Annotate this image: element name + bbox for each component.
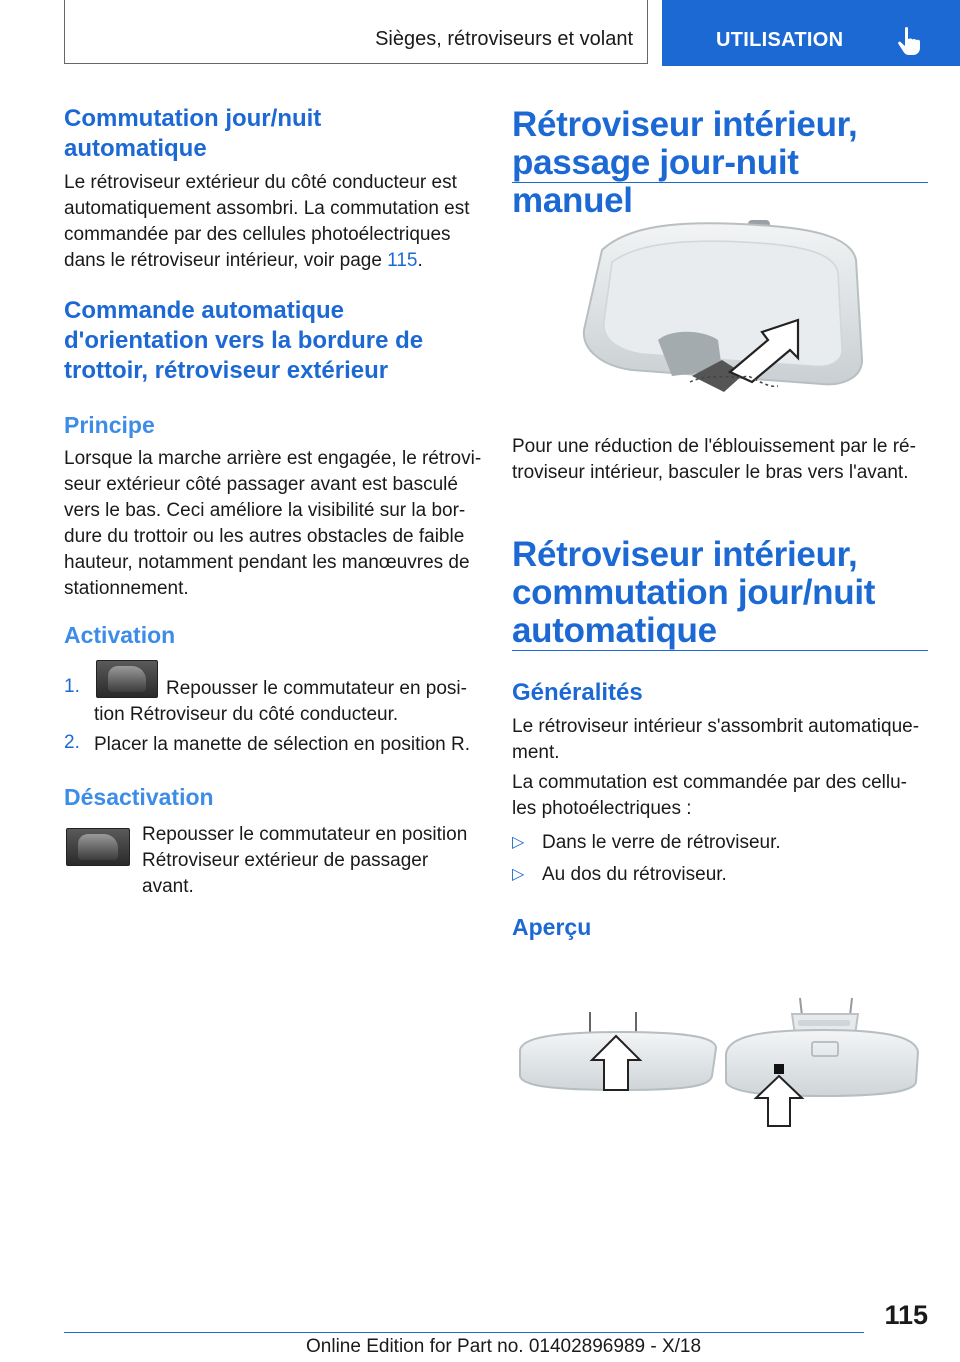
apercu-heading: Aperçu xyxy=(512,914,592,940)
step-text: Repousser le commutateur en posi‐ tion Rétroviseur du côté conducteur. xyxy=(94,678,467,725)
footer-edition-text: Online Edition for Part no. 01402896989 - X/18 xyxy=(306,1336,702,1357)
activation-step-1 xyxy=(64,660,484,725)
step-number: 1. xyxy=(64,676,80,697)
header-chapter-label: UTILISATION xyxy=(716,29,844,51)
auto-heading: Rétroviseur intérieur, commutation jour/nuit automatique xyxy=(512,535,876,650)
header-chapter-tab[interactable] xyxy=(662,0,960,66)
generalites-heading: Généralités xyxy=(512,679,643,706)
page-link[interactable]: 115 xyxy=(387,250,418,271)
generalites-paragraph-1: Le rétroviseur intérieur s'assombrit automatique‐ ment. xyxy=(512,716,920,763)
triangle-bullet-icon: ▷ xyxy=(512,834,525,851)
step-text: Placer la manette de sélection en position R. xyxy=(94,734,470,755)
mirror-switch-icon xyxy=(66,828,130,866)
desactivation-paragraph: Repousser le commutateur en position Rétroviseur extérieur de passager avant. xyxy=(142,824,468,897)
generalites-paragraph-2: La commutation est commandée par des cellu‐ les photoélectriques : xyxy=(512,772,907,819)
activation-heading: Activation xyxy=(64,622,176,648)
header-section-title: Sièges, rétroviseurs et volant xyxy=(375,28,633,50)
manuel-heading: Rétroviseur intérieur, passage jour-nuit manuel xyxy=(512,105,858,220)
commande-heading: Commande automatique d'orientation vers la bordure de trottoir, rétroviseur extérieur xyxy=(64,297,424,384)
commutation-heading: Commutation jour/nuit automatique xyxy=(64,105,322,162)
section-rule xyxy=(512,650,928,651)
mirror-overview-image xyxy=(512,990,928,1130)
principe-heading: Principe xyxy=(64,412,155,438)
step-number: 2. xyxy=(64,732,80,753)
principe-paragraph: Lorsque la marche arrière est engagée, le rétrovi‐ seur extérieur côté passager avant est basculé vers le bas. Ceci améliore la visibilité sur la bor‐ dure du trottoir ou les autres obstacles de faible hauteur, notamment pendant les manœuvres de stationnement. xyxy=(64,448,482,599)
triangle-bullet-icon: ▷ xyxy=(512,866,525,883)
page-number: 115 xyxy=(884,1300,928,1330)
manuel-paragraph: Pour une réduction de l'éblouissement par le ré‐ troviseur intérieur, basculer le bras vers l'avant. xyxy=(512,436,916,483)
desactivation-heading: Désactivation xyxy=(64,784,214,810)
footer-rule xyxy=(64,1332,864,1333)
rearview-mirror-lever-image xyxy=(572,200,882,400)
section-rule xyxy=(512,182,928,183)
pointing-hand-icon xyxy=(896,26,922,56)
left-column xyxy=(64,0,482,897)
commutation-paragraph: Le rétroviseur extérieur du côté conducteur est automatiquement assombri. La commutation est commandée par des cellules photoélectriques dans le rétroviseur intérieur, voir page 115. xyxy=(64,172,470,271)
